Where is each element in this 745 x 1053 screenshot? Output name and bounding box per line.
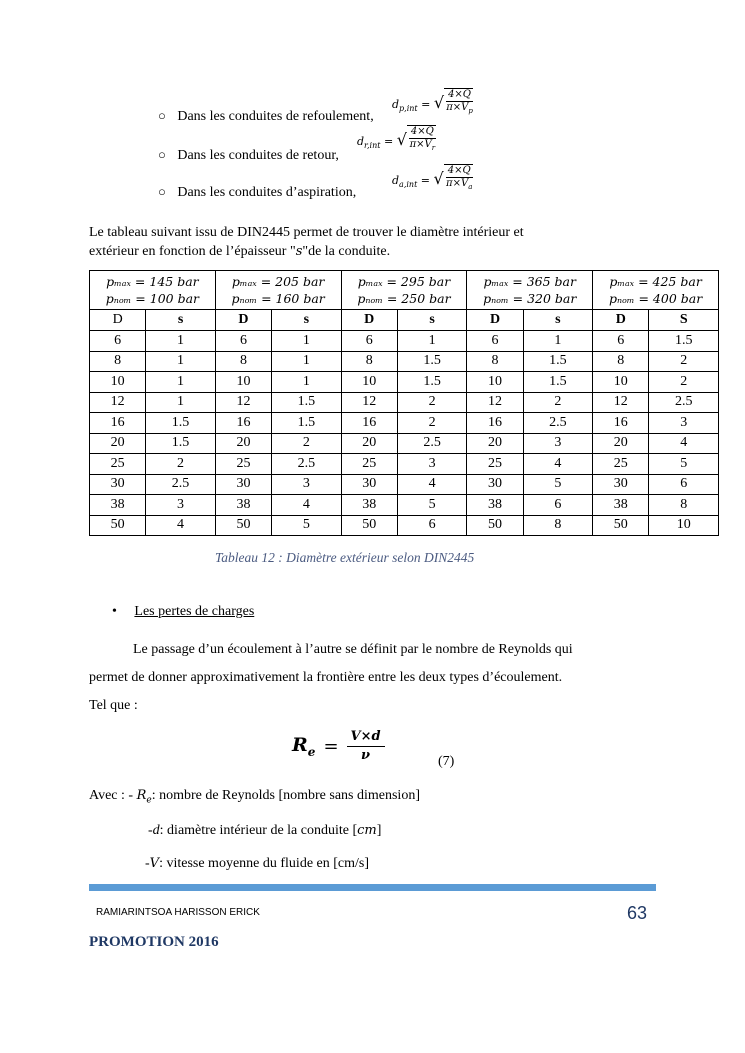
table-row bbox=[90, 515, 719, 536]
pressure-header: pₘₐₓ = 365 bar pₙₒₘ = 320 bar bbox=[467, 271, 593, 310]
table-cell: 2 bbox=[146, 454, 215, 475]
table-cell: 1.5 bbox=[397, 372, 466, 393]
table-cell: 2 bbox=[649, 351, 719, 372]
bullet-item bbox=[158, 184, 356, 201]
table-cell: 1 bbox=[146, 392, 215, 413]
definition-velocity: -V: vitesse moyenne du fluide en [cm/s] bbox=[145, 856, 370, 871]
table-cell: 8 bbox=[593, 351, 649, 372]
table-cell: 16 bbox=[90, 413, 146, 434]
table-cell: 5 bbox=[523, 474, 592, 495]
table-cell: 38 bbox=[467, 495, 523, 516]
table-cell: 20 bbox=[90, 433, 146, 454]
table-row bbox=[90, 454, 719, 475]
pressure-header: pₘₐₓ = 295 bar pₙₒₘ = 250 bar bbox=[341, 271, 467, 310]
table-cell: 6 bbox=[90, 331, 146, 352]
table-cell: 4 bbox=[523, 454, 592, 475]
table-cell: 1.5 bbox=[146, 413, 215, 434]
table-cell: 5 bbox=[649, 454, 719, 475]
circle-bullet-icon: ○ bbox=[158, 184, 166, 199]
column-header: S bbox=[649, 310, 719, 331]
table-cell: 10 bbox=[467, 372, 523, 393]
column-header: D bbox=[341, 310, 397, 331]
table-cell: 4 bbox=[146, 515, 215, 536]
table-cell: 3 bbox=[146, 495, 215, 516]
table-cell: 5 bbox=[272, 515, 341, 536]
table-cell: 8 bbox=[649, 495, 719, 516]
footer-promotion: PROMOTION 2016 bbox=[89, 934, 219, 950]
column-header: s bbox=[146, 310, 215, 331]
table-cell: 3 bbox=[523, 433, 592, 454]
table-cell: 25 bbox=[215, 454, 271, 475]
table-row bbox=[90, 331, 719, 352]
table-cell: 2 bbox=[272, 433, 341, 454]
table-cell: 2.5 bbox=[272, 454, 341, 475]
table-cell: 50 bbox=[593, 515, 649, 536]
paragraph-line: permet de donner approximativement la frontière entre les deux types d’écoulement. bbox=[89, 670, 563, 685]
table-cell: 6 bbox=[215, 331, 271, 352]
table-cell: 12 bbox=[215, 392, 271, 413]
table-row bbox=[90, 413, 719, 434]
table-row bbox=[90, 474, 719, 495]
table-cell: 6 bbox=[523, 495, 592, 516]
table-cell: 6 bbox=[341, 331, 397, 352]
table-cell: 6 bbox=[467, 331, 523, 352]
pressure-header: pₘₐₓ = 425 bar pₙₒₘ = 400 bar bbox=[593, 271, 719, 310]
definition-diameter: -d: diamètre intérieur de la conduite [cm] bbox=[148, 823, 382, 838]
table-cell: 1 bbox=[146, 331, 215, 352]
table-cell: 8 bbox=[215, 351, 271, 372]
table-cell: 30 bbox=[341, 474, 397, 495]
footer-author: RAMIARINTSOA HARISSON ERICK bbox=[96, 907, 260, 918]
table-cell: 10 bbox=[215, 372, 271, 393]
table-cell: 25 bbox=[341, 454, 397, 475]
table-cell: 4 bbox=[272, 495, 341, 516]
formula-dr: $d_{r,int}$ = √ $\frac{4\times Q}{\pi\times V_r}$ bbox=[357, 126, 436, 152]
table-cell: 1.5 bbox=[272, 392, 341, 413]
table-cell: 1 bbox=[523, 331, 592, 352]
table-row bbox=[90, 372, 719, 393]
table-cell: 10 bbox=[649, 515, 719, 536]
table-cell: 3 bbox=[397, 454, 466, 475]
bullet-item bbox=[158, 147, 339, 164]
table-cell: 4 bbox=[397, 474, 466, 495]
section-heading: • Les pertes de charges bbox=[112, 604, 255, 619]
reynolds-equation: $R_e$ = $\frac{V\times d}{\nu}$ bbox=[292, 728, 385, 765]
table-cell: 1 bbox=[272, 351, 341, 372]
table-cell: 2 bbox=[397, 413, 466, 434]
column-header: D bbox=[467, 310, 523, 331]
table-cell: 2 bbox=[523, 392, 592, 413]
table-cell: 1 bbox=[146, 351, 215, 372]
table-cell: 38 bbox=[341, 495, 397, 516]
table-cell: 30 bbox=[215, 474, 271, 495]
table-caption: Tableau 12 : Diamètre extérieur selon DIN2445 bbox=[215, 550, 475, 565]
column-header: s bbox=[523, 310, 592, 331]
table-cell: 25 bbox=[90, 454, 146, 475]
table-cell: 38 bbox=[90, 495, 146, 516]
table-cell: 6 bbox=[649, 474, 719, 495]
table-header-row bbox=[90, 271, 719, 310]
column-header: D bbox=[215, 310, 271, 331]
din2445-table bbox=[89, 270, 719, 536]
table-cell: 8 bbox=[341, 351, 397, 372]
table-cell: 8 bbox=[523, 515, 592, 536]
table-cell: 12 bbox=[90, 392, 146, 413]
table-cell: 2 bbox=[649, 372, 719, 393]
table-cell: 50 bbox=[90, 515, 146, 536]
table-cell: 12 bbox=[593, 392, 649, 413]
table-cell: 30 bbox=[467, 474, 523, 495]
table-cell: 1.5 bbox=[272, 413, 341, 434]
table-cell: 8 bbox=[90, 351, 146, 372]
table-cell: 50 bbox=[467, 515, 523, 536]
table-row bbox=[90, 495, 719, 516]
table-cell: 1.5 bbox=[397, 351, 466, 372]
table-cell: 1 bbox=[272, 372, 341, 393]
table-cell: 10 bbox=[593, 372, 649, 393]
table-cell: 25 bbox=[593, 454, 649, 475]
circle-bullet-icon: ○ bbox=[158, 147, 166, 162]
table-cell: 2.5 bbox=[649, 392, 719, 413]
table-cell: 3 bbox=[272, 474, 341, 495]
table-cell: 4 bbox=[649, 433, 719, 454]
table-cell: 6 bbox=[397, 515, 466, 536]
table-cell: 20 bbox=[341, 433, 397, 454]
table-cell: 12 bbox=[467, 392, 523, 413]
table-cell: 50 bbox=[341, 515, 397, 536]
table-cell: 25 bbox=[467, 454, 523, 475]
formula-da: $d_{a,int}$ = √ $\frac{4\times Q}{\pi\times V_a}$ bbox=[392, 165, 473, 191]
table-cell: 2.5 bbox=[523, 413, 592, 434]
table-cell: 20 bbox=[215, 433, 271, 454]
table-cell: 2.5 bbox=[146, 474, 215, 495]
formula-dp: $d_{p,int}$ = √ $\frac{4\times Q}{\pi\times V_p}$ bbox=[392, 89, 473, 115]
table-cell: 50 bbox=[215, 515, 271, 536]
table-cell: 16 bbox=[215, 413, 271, 434]
table-cell: 16 bbox=[467, 413, 523, 434]
paragraph-line: Le passage d’un écoulement à l’autre se définit par le nombre de Reynolds qui bbox=[133, 642, 573, 657]
table-cell: 30 bbox=[593, 474, 649, 495]
table-row bbox=[90, 392, 719, 413]
paragraph-line: Tel que : bbox=[89, 698, 138, 713]
table-cell: 8 bbox=[467, 351, 523, 372]
table-cell: 10 bbox=[90, 372, 146, 393]
column-header: D bbox=[90, 310, 146, 331]
table-cell: 10 bbox=[341, 372, 397, 393]
table-cell: 2.5 bbox=[397, 433, 466, 454]
table-subheader-row bbox=[90, 310, 719, 331]
bullet-item bbox=[158, 108, 374, 125]
table-cell: 1.5 bbox=[146, 433, 215, 454]
table-cell: 2 bbox=[397, 392, 466, 413]
table-cell: 1.5 bbox=[523, 351, 592, 372]
table-cell: 3 bbox=[649, 413, 719, 434]
definition-reynolds: Avec : - $R_e$: nombre de Reynolds [nombre sans dimension] bbox=[89, 788, 420, 806]
table-cell: 20 bbox=[593, 433, 649, 454]
table-cell: 1.5 bbox=[523, 372, 592, 393]
column-header: s bbox=[272, 310, 341, 331]
bullet-text: Dans les conduites d’aspiration, bbox=[177, 185, 357, 200]
intro-paragraph: Le tableau suivant issu de DIN2445 permet de trouver le diamètre intérieur et extérieur en fonction de l’épaisseur "s"de la conduite. bbox=[89, 225, 524, 259]
circle-bullet-icon: ○ bbox=[158, 108, 166, 123]
pressure-header: pₘₐₓ = 205 bar pₙₒₘ = 160 bar bbox=[215, 271, 341, 310]
table-cell: 38 bbox=[215, 495, 271, 516]
table-cell: 30 bbox=[90, 474, 146, 495]
column-header: s bbox=[397, 310, 466, 331]
table-cell: 16 bbox=[593, 413, 649, 434]
bullet-text: Dans les conduites de retour, bbox=[177, 148, 339, 163]
table-cell: 16 bbox=[341, 413, 397, 434]
table-cell: 5 bbox=[397, 495, 466, 516]
table-cell: 38 bbox=[593, 495, 649, 516]
table-cell: 6 bbox=[593, 331, 649, 352]
table-cell: 12 bbox=[341, 392, 397, 413]
page-number: 63 bbox=[627, 903, 648, 923]
table-cell: 1 bbox=[272, 331, 341, 352]
equation-number: (7) bbox=[438, 754, 455, 769]
column-header: D bbox=[593, 310, 649, 331]
table-cell: 20 bbox=[467, 433, 523, 454]
pressure-header: pₘₐₓ = 145 bar pₙₒₘ = 100 bar bbox=[90, 271, 216, 310]
table-row bbox=[90, 433, 719, 454]
bullet-text: Dans les conduites de refoulement, bbox=[177, 109, 374, 124]
table-row bbox=[90, 351, 719, 372]
footer-divider bbox=[89, 884, 656, 891]
bullet-icon: • bbox=[112, 604, 117, 619]
table-cell: 1 bbox=[397, 331, 466, 352]
table-cell: 1 bbox=[146, 372, 215, 393]
table-cell: 1.5 bbox=[649, 331, 719, 352]
